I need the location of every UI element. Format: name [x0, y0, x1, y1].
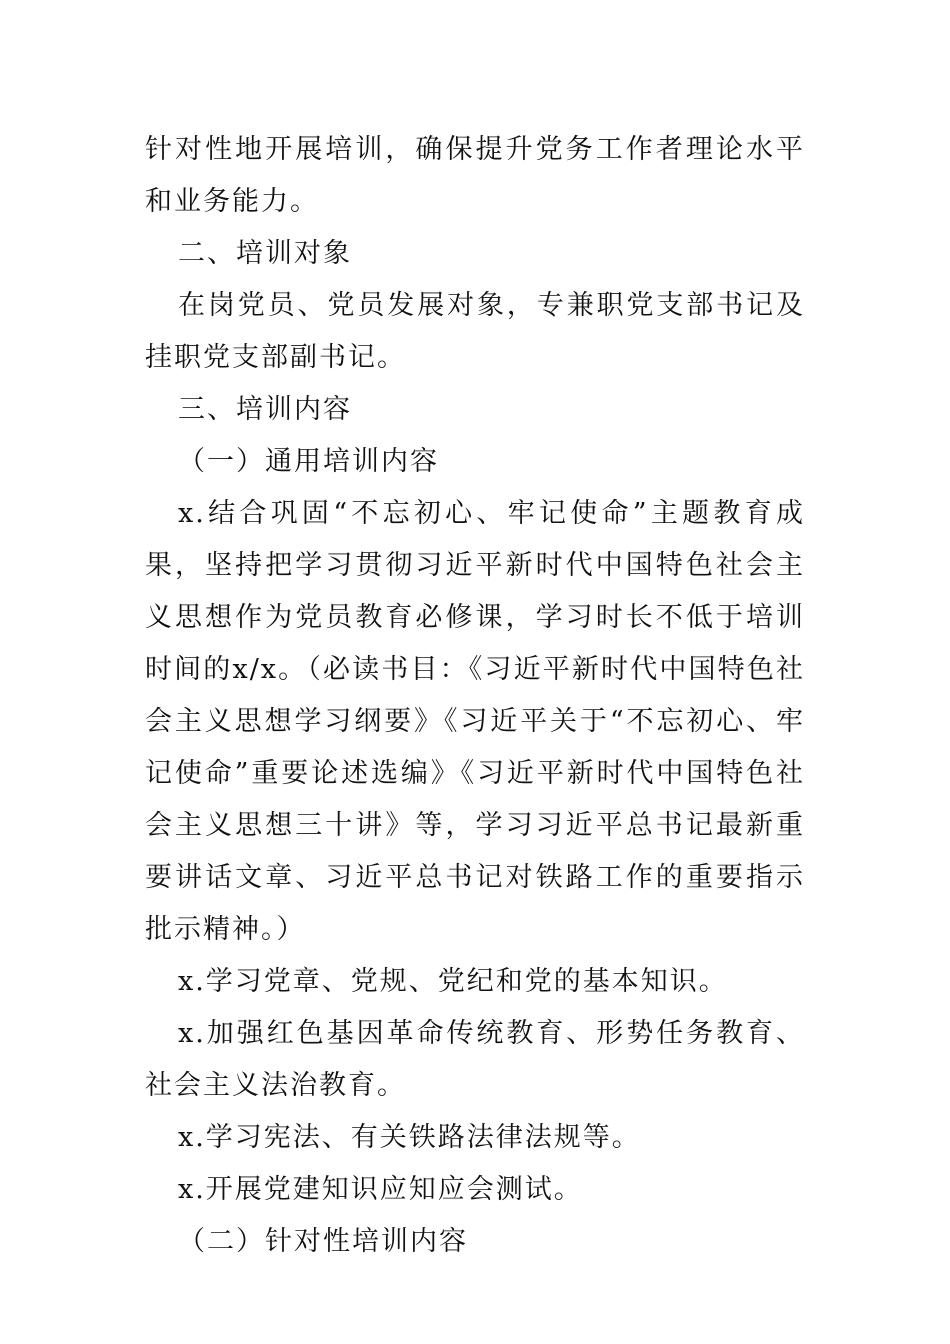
list-item-5: x.开展党建知识应知应会测试。 [178, 1174, 583, 1205]
list-item-2: x.学习党章、党规、党纪和党的基本知识。 [178, 966, 728, 997]
section-heading-training-targets: 二、培训对象 [178, 238, 352, 269]
paragraph-training-targets: 在岗党员、党员发展对象，专兼职党支部书记及挂职党支部副书记。 [145, 290, 805, 373]
document-body [145, 124, 805, 1268]
list-item-3: x.加强红色基因革命传统教育、形势任务教育、社会主义法治教育。 [145, 1018, 805, 1101]
subsection-heading-general-content: （一）通用培训内容 [178, 446, 439, 477]
section-heading-training-content: 三、培训内容 [178, 394, 352, 425]
list-item-4: x.学习宪法、有关铁路法律法规等。 [178, 1122, 641, 1153]
paragraph-continuation: 针对性地开展培训，确保提升党务工作者理论水平和业务能力。 [145, 134, 805, 217]
list-item-1: x.结合巩固“不忘初心、牢记使命”主题教育成果，坚持把学习贯彻习近平新时代中国特色社会主义思想作为党员教育必修课，学习时长不低于培训时间的x/x。（必读书目：《习近平新时代中国特色社会主义思想学习纲要》《习近平关于“不忘初心、牢记使命”重要论述选编》《习近平新时代中国特色社会主义思想三十讲》等，学习习近平总书记最新重要讲话文章、习近平总书记对铁路工作的重要指示批示精神。） [145, 498, 805, 945]
subsection-heading-targeted-content: （二）针对性培训内容 [178, 1226, 468, 1257]
